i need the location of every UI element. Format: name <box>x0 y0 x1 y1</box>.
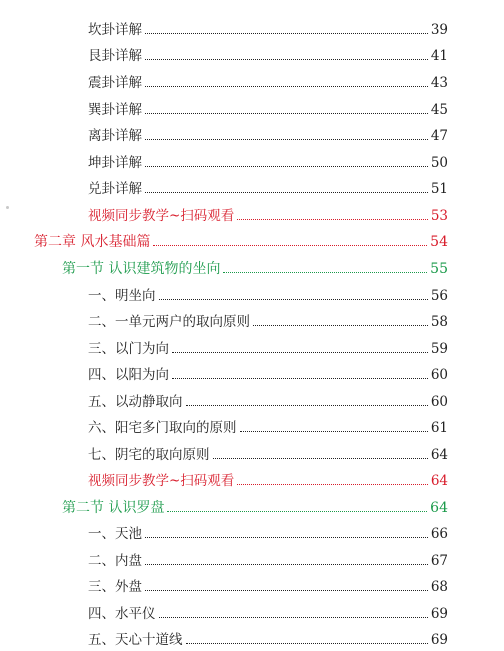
toc-entry-title: 兑卦详解 <box>88 181 142 197</box>
toc-entry-page-number: 56 <box>430 288 448 304</box>
dot-leader <box>237 219 428 220</box>
toc-entry-item[interactable] <box>88 122 448 144</box>
toc-entry-section[interactable] <box>62 494 448 516</box>
toc-entry-page-number: 69 <box>430 632 448 648</box>
toc-entry-title: 离卦详解 <box>88 128 142 144</box>
dot-leader <box>145 166 428 167</box>
toc-entry-item[interactable] <box>88 202 448 224</box>
toc-entry-page-number: 54 <box>430 234 448 250</box>
toc-entry-item[interactable] <box>88 414 448 436</box>
dot-leader <box>186 405 428 406</box>
dot-leader <box>240 431 428 432</box>
toc-entry-item[interactable] <box>88 573 448 595</box>
dot-leader <box>145 59 428 60</box>
dot-leader <box>253 325 428 326</box>
toc-entry-page-number: 55 <box>430 261 448 277</box>
toc-entry-page-number: 64 <box>430 473 448 489</box>
toc-entry-title: 四、以阳为向 <box>88 367 169 383</box>
toc-entry-page-number: 66 <box>430 526 448 542</box>
dot-leader <box>223 272 427 273</box>
dot-leader <box>186 643 428 644</box>
toc-entry-page-number: 53 <box>430 208 448 224</box>
toc-entry-page-number: 67 <box>430 553 448 569</box>
toc-entry-title: 五、以动静取向 <box>88 394 183 410</box>
toc-entry-title: 第二章 风水基础篇 <box>34 234 151 250</box>
dot-leader <box>237 484 428 485</box>
toc-entry-item[interactable] <box>88 600 448 622</box>
toc-entry-item[interactable] <box>88 626 448 648</box>
dot-leader <box>145 564 428 565</box>
scan-dot <box>6 206 9 209</box>
toc-entry-title: 视频同步教学~扫码观看 <box>88 208 235 224</box>
toc-entry-item[interactable] <box>88 42 448 64</box>
toc-entry-item[interactable] <box>88 282 448 304</box>
toc-entry-page-number: 43 <box>430 75 448 91</box>
dot-leader <box>159 299 428 300</box>
dot-leader <box>145 86 428 87</box>
dot-leader <box>153 245 427 246</box>
toc-entry-title: 四、水平仪 <box>88 606 156 622</box>
toc-entry-page-number: 60 <box>430 367 448 383</box>
toc-entry-page-number: 51 <box>430 181 448 197</box>
toc-entry-title: 一、天池 <box>88 526 142 542</box>
toc-entry-page-number: 61 <box>430 420 448 436</box>
toc-entry-title: 巽卦详解 <box>88 102 142 118</box>
toc-entry-title: 视频同步教学~扫码观看 <box>88 473 235 489</box>
dot-leader <box>145 537 428 538</box>
toc-entry-page-number: 68 <box>430 579 448 595</box>
toc-entry-page-number: 69 <box>430 606 448 622</box>
toc-entry-item[interactable] <box>88 16 448 38</box>
toc-entry-title: 五、天心十道线 <box>88 632 183 648</box>
toc-entry-title: 六、阳宅多门取向的原则 <box>88 420 237 436</box>
dot-leader <box>159 617 428 618</box>
dot-leader <box>213 458 428 459</box>
dot-leader <box>145 590 428 591</box>
toc-entry-title: 七、阴宅的取向原则 <box>88 447 210 463</box>
toc-entry-page-number: 59 <box>430 341 448 357</box>
toc-entry-title: 二、一单元两户的取向原则 <box>88 314 250 330</box>
toc-entry-title: 震卦详解 <box>88 75 142 91</box>
toc-entry-title: 第二节 认识罗盘 <box>62 500 165 516</box>
toc-entry-title: 第一节 认识建筑物的坐向 <box>62 261 221 277</box>
toc-entry-page-number: 60 <box>430 394 448 410</box>
toc-entry-item[interactable] <box>88 96 448 118</box>
toc-entry-item[interactable] <box>88 520 448 542</box>
toc-entry-item[interactable] <box>88 388 448 410</box>
toc-entry-section[interactable] <box>62 255 448 277</box>
toc-entry-chapter[interactable] <box>34 228 448 250</box>
toc-entry-item[interactable] <box>88 335 448 357</box>
toc-entry-item[interactable] <box>88 361 448 383</box>
dot-leader <box>145 33 428 34</box>
toc-entry-title: 三、外盘 <box>88 579 142 595</box>
toc-entry-page-number: 45 <box>430 102 448 118</box>
dot-leader <box>172 378 428 379</box>
toc-entry-title: 坎卦详解 <box>88 22 142 38</box>
dot-leader <box>145 139 428 140</box>
toc-entry-title: 一、明坐向 <box>88 288 156 304</box>
toc-entry-item[interactable] <box>88 175 448 197</box>
toc-entry-page-number: 58 <box>430 314 448 330</box>
toc-entry-item[interactable] <box>88 441 448 463</box>
dot-leader <box>167 511 427 512</box>
dot-leader <box>172 352 428 353</box>
toc-entry-item[interactable] <box>88 69 448 91</box>
toc-entry-title: 艮卦详解 <box>88 48 142 64</box>
toc-entry-title: 三、以门为向 <box>88 341 169 357</box>
toc-entry-page-number: 64 <box>430 500 448 516</box>
toc-entry-page-number: 64 <box>430 447 448 463</box>
toc-entry-title: 二、内盘 <box>88 553 142 569</box>
toc-entry-item[interactable] <box>88 547 448 569</box>
toc-entry-page-number: 41 <box>430 48 448 64</box>
dot-leader <box>145 192 428 193</box>
toc-entry-item[interactable] <box>88 149 448 171</box>
dot-leader <box>145 113 428 114</box>
toc-entry-page-number: 39 <box>430 22 448 38</box>
toc-entry-item[interactable] <box>88 467 448 489</box>
toc-entry-page-number: 47 <box>430 128 448 144</box>
toc-entry-item[interactable] <box>88 308 448 330</box>
toc-entry-page-number: 50 <box>430 155 448 171</box>
toc-entry-title: 坤卦详解 <box>88 155 142 171</box>
